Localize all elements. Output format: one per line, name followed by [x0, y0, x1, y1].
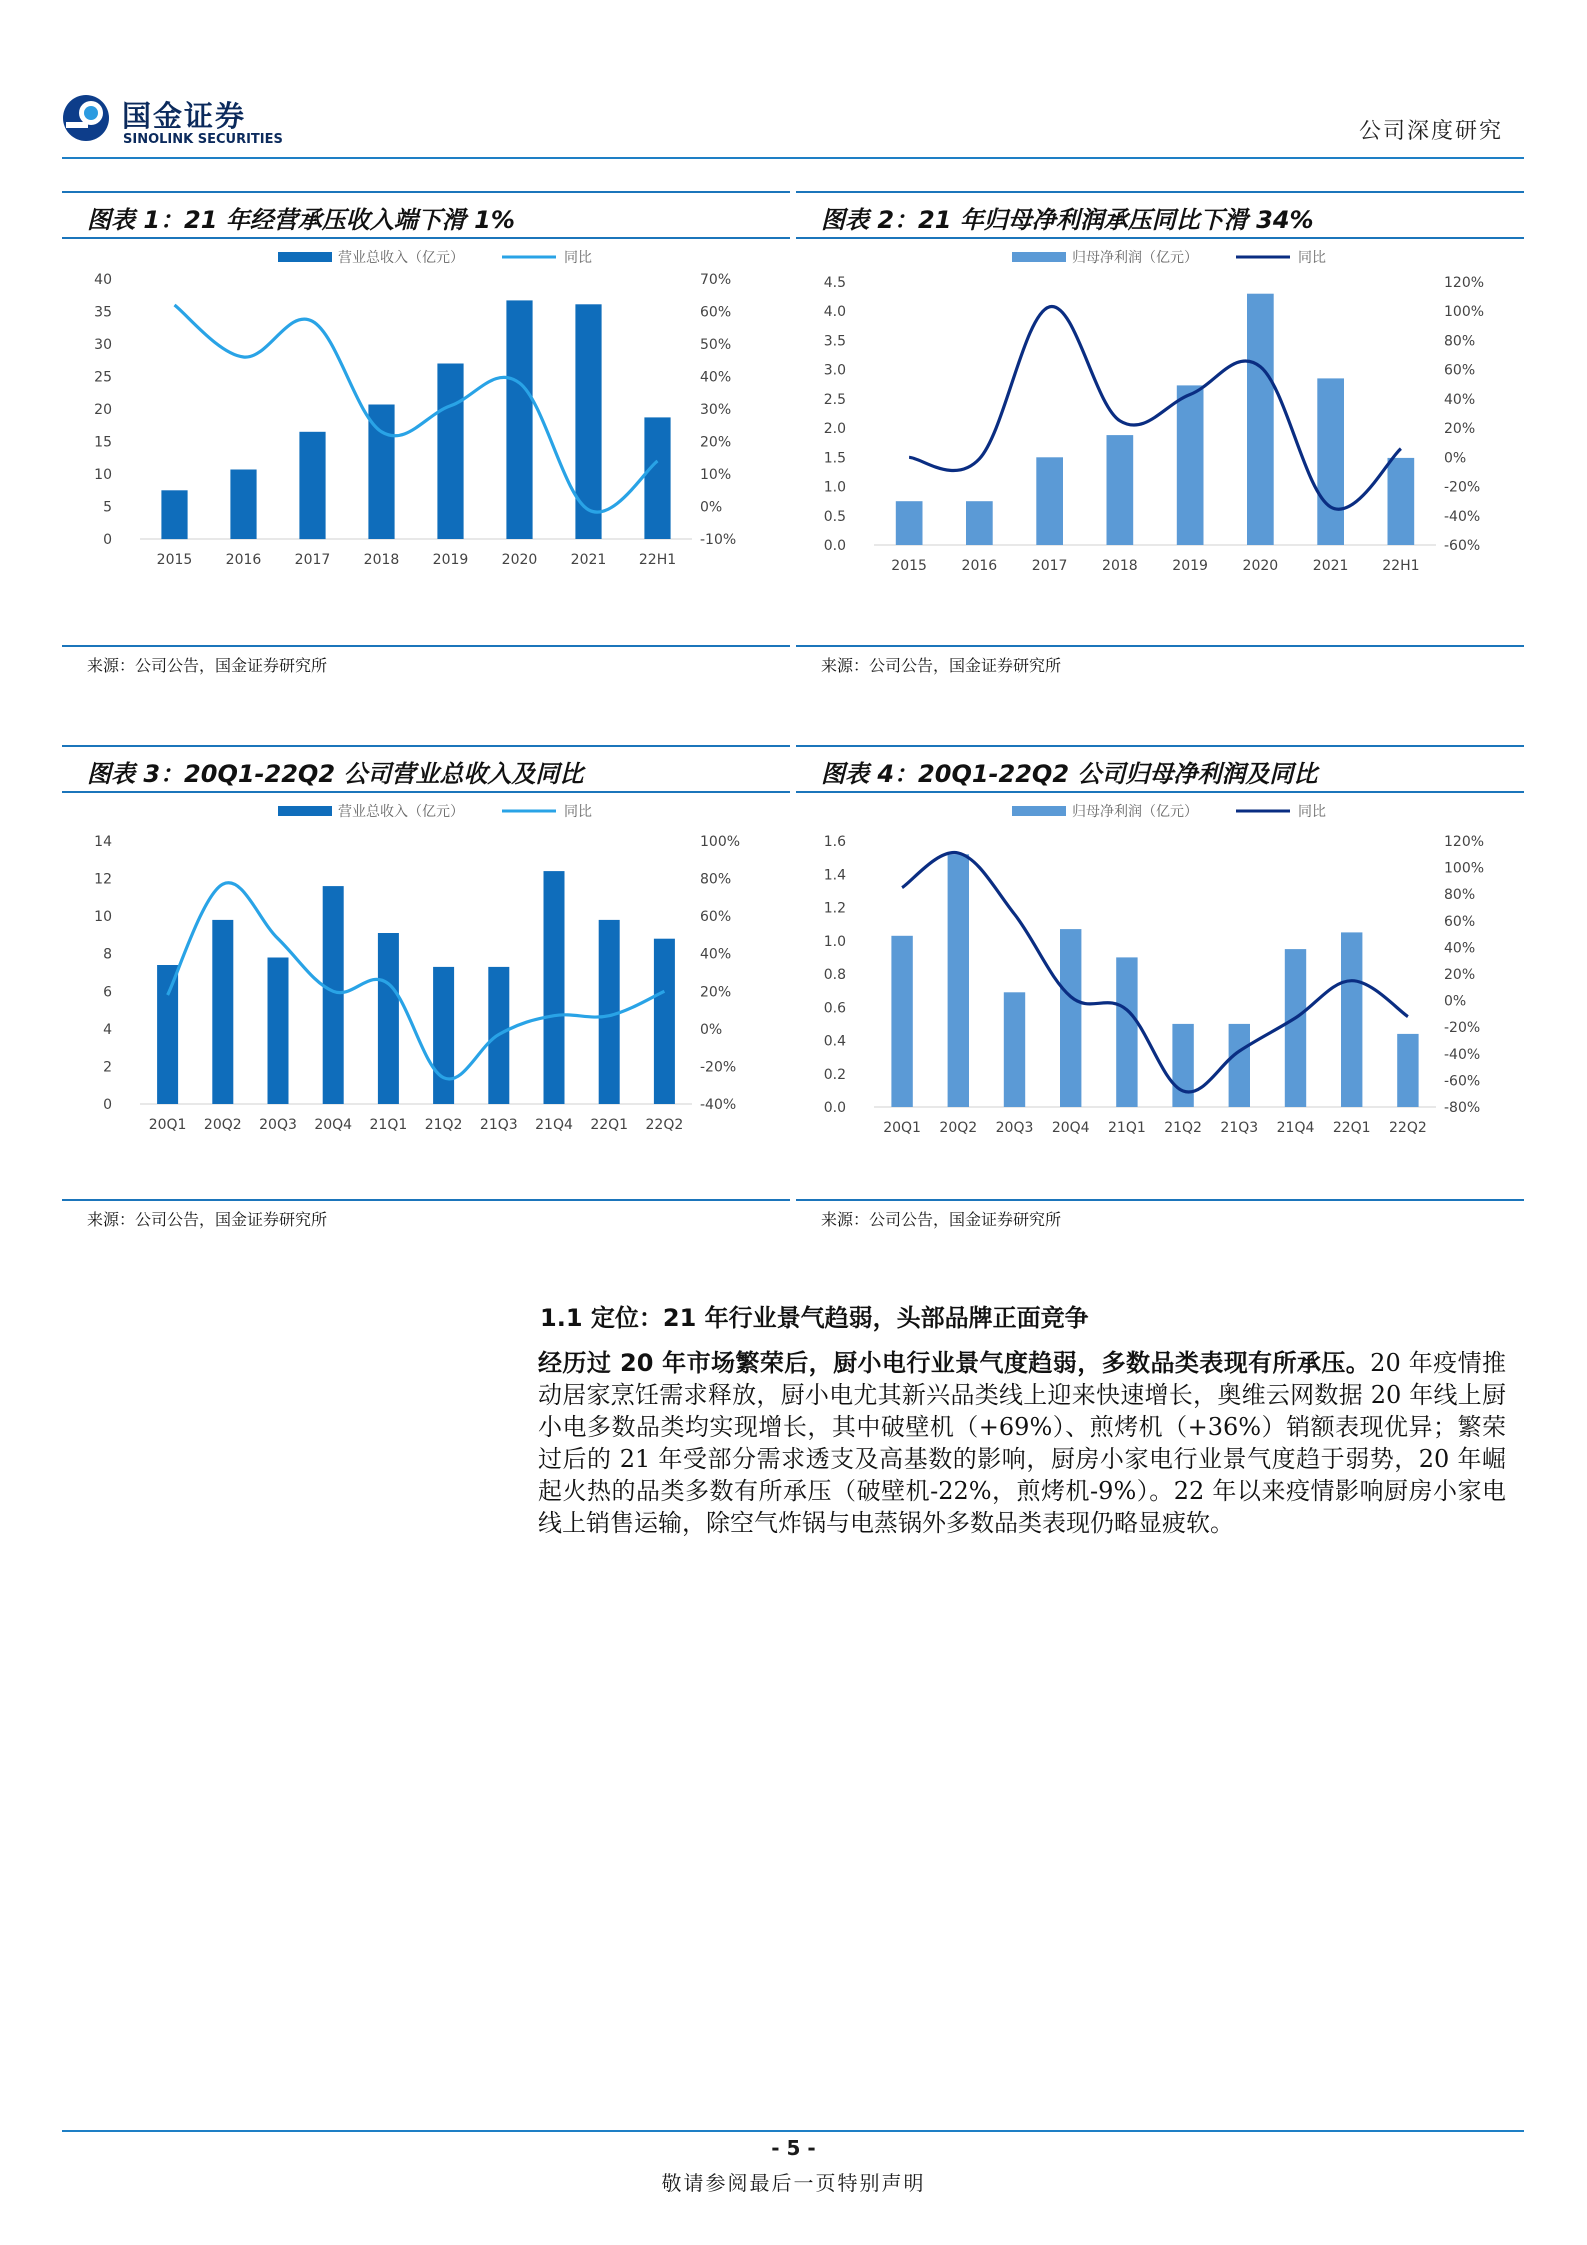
bar: [299, 432, 325, 539]
figure-bottom-rule: [62, 1199, 790, 1201]
y-tick-label: 0: [103, 1097, 112, 1113]
figure-bottom-rule: [62, 645, 790, 647]
bar: [268, 958, 289, 1105]
bar: [1172, 1024, 1193, 1107]
header-divider: [62, 157, 1524, 159]
y-tick-label: 30: [94, 337, 112, 353]
x-tick-label: 21Q3: [1220, 1120, 1259, 1136]
figure-source: 来源：公司公告，国金证券研究所: [87, 656, 328, 675]
figure-title-bar: [62, 191, 790, 239]
bar-series: [161, 300, 670, 539]
y-tick-label: 6: [103, 984, 112, 1001]
y-tick-label: 10: [94, 467, 112, 483]
x-tick-label: 2018: [1102, 558, 1138, 574]
bar: [644, 417, 670, 539]
x-tick-label: 2017: [1031, 558, 1068, 574]
y2-tick-label: 60%: [1444, 362, 1476, 379]
bar-series: [896, 294, 1414, 545]
y-tick-label: 12: [94, 871, 112, 888]
x-tick-label: 2017: [294, 552, 331, 568]
y-tick-label: 1.6: [823, 834, 846, 850]
bar: [544, 871, 565, 1104]
x-tick-label: 20Q3: [259, 1117, 297, 1133]
y-tick-label: 0.6: [823, 1000, 846, 1017]
bar: [1036, 457, 1063, 545]
x-tick-label: 2015: [891, 558, 927, 574]
x-tick-label: 2016: [961, 558, 998, 574]
y2-tick-label: -20%: [700, 1059, 737, 1076]
y-tick-label: 0.4: [823, 1033, 846, 1050]
y2-tick-label: 60%: [700, 909, 732, 926]
y2-tick-label: 40%: [700, 369, 732, 386]
chart-3: [62, 793, 790, 1193]
y-tick-label: 0.2: [823, 1066, 846, 1083]
y2-tick-label: -80%: [1444, 1100, 1481, 1116]
y2-tick-label: 120%: [1444, 275, 1485, 291]
x-tick-label: 21Q2: [424, 1117, 463, 1133]
figure-source: 来源：公司公告，国金证券研究所: [87, 1210, 328, 1229]
bar: [323, 886, 344, 1104]
x-tick-label: 2021: [570, 552, 607, 568]
y2-tick-label: 80%: [1444, 333, 1476, 350]
y2-tick-label: 60%: [1444, 913, 1476, 930]
x-axis-labels: [157, 552, 676, 568]
chart-4: [796, 793, 1524, 1193]
logo-text-en: SINOLINK SECURITIES: [123, 132, 283, 147]
y2-tick-label: 0%: [700, 1021, 723, 1038]
x-axis-labels: [883, 1120, 1427, 1136]
legend-bar-swatch: [278, 252, 332, 262]
bar: [654, 939, 675, 1104]
page-number: - 5 -: [771, 2136, 816, 2160]
y2-tick-label: 50%: [700, 337, 732, 353]
y-tick-label: 1.0: [823, 933, 846, 950]
y-tick-label: 0.5: [823, 508, 846, 525]
bar: [433, 967, 454, 1104]
y-tick-label: 0.0: [823, 538, 846, 554]
y2-tick-label: -40%: [1444, 1046, 1481, 1063]
legend-bar-swatch: [1012, 806, 1066, 816]
figure-source: 来源：公司公告，国金证券研究所: [821, 1210, 1062, 1229]
legend-line-label: 同比: [564, 804, 592, 820]
figure-title-bar: [796, 191, 1524, 239]
y-tick-label: 35: [94, 304, 112, 321]
bar: [506, 300, 532, 539]
y2-tick-label: 100%: [700, 834, 741, 850]
section-title: 1.1 定位：21 年行业景气趋弱，头部品牌正面竞争: [540, 1304, 1089, 1332]
bar: [1177, 385, 1204, 545]
bar: [161, 490, 187, 539]
chart-2: [796, 239, 1524, 639]
bar: [1247, 294, 1274, 545]
legend-bar-label: 营业总收入（亿元）: [338, 250, 464, 266]
y2-tick-label: 20%: [700, 434, 732, 451]
chart-legend: [1012, 249, 1326, 266]
y2-tick-label: 0%: [1444, 993, 1467, 1010]
legend-bar-swatch: [1012, 252, 1066, 262]
legend-line-label: 同比: [1298, 250, 1326, 266]
x-tick-label: 21Q1: [1108, 1120, 1146, 1136]
y2-tick-label: 70%: [700, 272, 732, 288]
bar: [1397, 1034, 1418, 1107]
y-tick-label: 1.2: [823, 900, 846, 917]
legend-line-label: 同比: [1298, 804, 1326, 820]
y2-tick-label: -10%: [700, 532, 737, 548]
y2-tick-label: 100%: [1444, 860, 1485, 877]
bar: [212, 920, 233, 1104]
y-tick-label: 8: [103, 946, 112, 963]
bar: [378, 933, 399, 1104]
bar: [1116, 957, 1137, 1107]
y-tick-label: 2.0: [823, 421, 846, 438]
bar: [575, 304, 601, 539]
y-tick-label: 10: [94, 909, 112, 926]
x-tick-label: 20Q1: [883, 1120, 921, 1136]
figure-title-bar: [796, 745, 1524, 793]
x-tick-label: 2019: [432, 552, 469, 568]
y-tick-label: 3.0: [823, 362, 846, 379]
chart-legend: [278, 249, 592, 266]
x-tick-label: 20Q4: [314, 1117, 353, 1133]
yoy-line: [168, 883, 665, 1079]
y-tick-label: 15: [94, 434, 112, 451]
x-tick-label: 22Q1: [590, 1117, 629, 1133]
bar: [1060, 929, 1081, 1107]
bar: [1229, 1024, 1250, 1107]
x-tick-label: 2018: [363, 552, 400, 568]
y-tick-label: 4.5: [823, 275, 846, 291]
y-tick-label: 4: [103, 1021, 112, 1038]
figure-title: 图表 3：20Q1-22Q2 公司营业总收入及同比: [87, 760, 584, 788]
y2-tick-label: 120%: [1444, 834, 1485, 850]
y-axis-left: [94, 272, 112, 548]
y-tick-label: 1.0: [823, 479, 846, 496]
y-tick-label: 0.0: [823, 1100, 846, 1116]
x-tick-label: 20Q3: [995, 1120, 1034, 1136]
y-tick-label: 1.5: [823, 450, 846, 467]
y2-tick-label: -20%: [1444, 1020, 1481, 1037]
y-tick-label: 25: [94, 369, 112, 386]
y2-tick-label: 40%: [1444, 940, 1476, 957]
legend-bar-label: 归母净利润（亿元）: [1072, 804, 1198, 820]
figure-title: 图表 1：21 年经营承压收入端下滑 1%: [87, 206, 515, 234]
x-tick-label: 2015: [156, 552, 193, 568]
y-axis-right: [700, 272, 736, 548]
y-axis-right: [1444, 834, 1484, 1116]
x-axis-labels: [891, 558, 1419, 574]
y2-tick-label: 40%: [1444, 391, 1476, 408]
y-axis-left: [824, 275, 846, 554]
y-tick-label: 40: [94, 272, 112, 288]
figure-bottom-rule: [796, 645, 1524, 647]
x-tick-label: 2020: [1242, 558, 1279, 574]
y2-tick-label: 30%: [700, 402, 732, 418]
figure-source: 来源：公司公告，国金证券研究所: [821, 656, 1062, 675]
yoy-line: [902, 853, 1408, 1093]
y2-tick-label: 80%: [1444, 887, 1476, 904]
x-tick-label: 22H1: [638, 552, 677, 568]
x-tick-label: 21Q1: [369, 1117, 408, 1133]
logo-mark-icon: [60, 92, 112, 144]
y2-tick-label: 0%: [700, 499, 723, 516]
y-axis-right: [1444, 275, 1484, 554]
y2-tick-label: 20%: [1444, 421, 1476, 438]
y-tick-label: 20: [94, 402, 112, 418]
bar: [1388, 458, 1415, 545]
chart-legend: [1012, 803, 1326, 820]
section-body-text: 20 年疫情推动居家烹饪需求释放，厨小电尤其新兴品类线上迎来快速增长，奥维云网数据 20 年线上厨小电多数品类均实现增长，其中破壁机（+69%）、煎烤机（+36%）销额表现优异；繁荣过后的 21 年受部分需求透支及高基数的影响，厨房小家电行业景气度趋于弱势，20 年崛起火热的品类多数有所承压（破壁机-22%，煎烤机-9%）。22 年以来疫情影响厨房小家电线上销售运输，除空气炸锅与电蒸锅外多数品类表现仍略显疲软。: [538, 1349, 1506, 1537]
section-paragraph: [538, 1347, 1506, 1539]
bar: [891, 936, 912, 1107]
footer-disclaimer: 敬请参阅最后一页特别声明: [661, 2171, 926, 2195]
x-tick-label: 21Q3: [479, 1117, 518, 1133]
section-1-1: [538, 1298, 1506, 1539]
y-tick-label: 3.5: [823, 333, 846, 350]
document-type: 公司深度研究: [1358, 119, 1503, 144]
section-lead: 经历过 20 年市场繁荣后，厨小电行业景气度趋弱，多数品类表现有所承压。: [538, 1349, 1371, 1377]
bar: [1004, 992, 1025, 1107]
x-tick-label: 21Q4: [535, 1117, 573, 1133]
bar: [437, 364, 463, 540]
page-header: [60, 84, 1525, 148]
x-tick-label: 2020: [501, 552, 538, 568]
bar: [896, 501, 923, 545]
y-axis-left: [94, 834, 112, 1113]
yoy-points: [168, 884, 665, 1078]
y-axis-right: [700, 834, 740, 1113]
figure-title: 图表 2：21 年归母净利润承压同比下滑 34%: [821, 206, 1314, 234]
x-tick-label: 22Q2: [645, 1117, 684, 1133]
footer-divider: [62, 2130, 1524, 2132]
figure-title-bar: [62, 745, 790, 793]
figure-bottom-rule: [796, 1199, 1524, 1201]
bar: [230, 470, 256, 540]
x-tick-label: 2021: [1312, 558, 1349, 574]
y-tick-label: 1.4: [823, 867, 846, 884]
x-tick-label: 20Q4: [1051, 1120, 1090, 1136]
x-tick-label: 20Q2: [203, 1117, 242, 1133]
y2-tick-label: -60%: [1444, 1073, 1481, 1090]
y-axis-left: [824, 834, 846, 1116]
x-tick-label: 20Q1: [148, 1117, 187, 1133]
x-tick-label: 22Q1: [1332, 1120, 1371, 1136]
y2-tick-label: 60%: [700, 304, 732, 321]
x-tick-label: 21Q4: [1276, 1120, 1315, 1136]
bar: [1107, 435, 1134, 545]
y-tick-label: 14: [94, 834, 112, 850]
y2-tick-label: 20%: [700, 984, 732, 1001]
legend-bar-swatch: [278, 806, 332, 816]
y2-tick-label: 10%: [700, 467, 732, 483]
legend-bar-label: 营业总收入（亿元）: [338, 804, 464, 820]
y-tick-label: 4.0: [823, 304, 846, 321]
y2-tick-label: 80%: [700, 871, 732, 888]
y2-tick-label: 100%: [1444, 304, 1485, 321]
y2-tick-label: 20%: [1444, 967, 1476, 983]
figure-title: 图表 4：20Q1-22Q2 公司归母净利润及同比: [821, 760, 1318, 788]
bar: [966, 501, 993, 545]
bar: [948, 854, 969, 1107]
bar: [1285, 949, 1306, 1107]
x-axis-labels: [149, 1117, 684, 1133]
y-tick-label: 0.8: [823, 967, 846, 983]
y2-tick-label: -40%: [700, 1097, 737, 1113]
bar-series: [157, 871, 675, 1104]
logo-text-cn: 国金证券: [122, 99, 247, 133]
x-tick-label: 22Q2: [1389, 1120, 1427, 1136]
x-tick-label: 2019: [1172, 558, 1208, 574]
bar: [1341, 932, 1362, 1107]
bar: [1317, 378, 1344, 545]
y2-tick-label: -20%: [1444, 479, 1481, 496]
chart-legend: [278, 803, 592, 820]
y-tick-label: 2.5: [823, 391, 846, 408]
y2-tick-label: 0%: [1444, 450, 1467, 467]
y-tick-label: 5: [103, 499, 112, 516]
y-tick-label: 2: [103, 1059, 112, 1076]
chart-1: [62, 239, 790, 639]
x-tick-label: 2016: [225, 552, 262, 568]
bar: [157, 965, 178, 1104]
company-logo: [60, 92, 290, 148]
x-tick-label: 21Q2: [1164, 1120, 1202, 1136]
y-tick-label: 0: [103, 532, 112, 548]
y2-tick-label: -60%: [1444, 538, 1481, 554]
bar-series: [891, 854, 1418, 1107]
x-tick-label: 22H1: [1382, 558, 1420, 574]
legend-line-label: 同比: [564, 250, 592, 266]
legend-bar-label: 归母净利润（亿元）: [1072, 250, 1198, 266]
y2-tick-label: 40%: [700, 946, 732, 963]
x-tick-label: 20Q2: [939, 1120, 978, 1136]
y2-tick-label: -40%: [1444, 508, 1481, 525]
